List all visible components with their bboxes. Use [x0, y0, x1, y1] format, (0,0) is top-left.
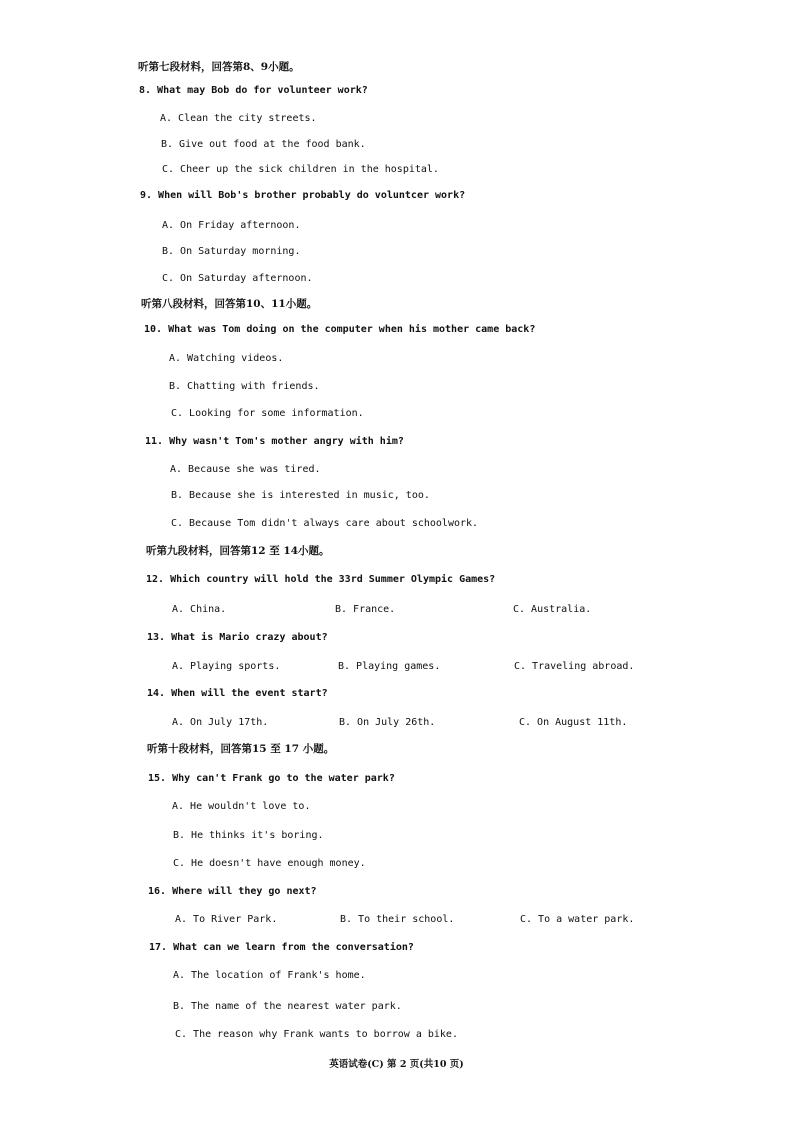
question-13-stem: 13. What is Mario crazy about?	[147, 632, 328, 643]
question-9-option-b: B. On Saturday morning.	[162, 246, 301, 257]
section-heading-7: 听第七段材料，回答第8、9小题。	[138, 61, 300, 73]
section-heading-8: 听第八段材料，回答第10、11小题。	[141, 298, 318, 310]
question-17-option-c: C. The reason why Frank wants to borrow a bike.	[175, 1029, 458, 1040]
question-12-option-a: A. China.	[172, 604, 227, 615]
question-15-option-b: B. He thinks it's boring.	[173, 830, 324, 841]
question-8-option-c: C. Cheer up the sick children in the hospital.	[162, 164, 439, 175]
question-14-option-a: A. On July 17th.	[172, 717, 269, 728]
question-15-stem: 15. Why can't Frank go to the water park?	[148, 773, 395, 784]
question-11-stem: 11. Why wasn't Tom's mother angry with him?	[145, 436, 404, 447]
question-8-option-a: A. Clean the city streets.	[160, 113, 317, 124]
question-16-option-b: B. To their school.	[340, 914, 455, 925]
question-13-option-b: B. Playing games.	[338, 661, 441, 672]
question-9-stem: 9. When will Bob's brother probably do voluntcer work?	[140, 190, 466, 201]
question-10-option-b: B. Chatting with friends.	[169, 381, 320, 392]
question-14-stem: 14. When will the event start?	[147, 688, 328, 699]
question-14-option-b: B. On July 26th.	[339, 717, 436, 728]
section-heading-10: 听第十段材料，回答第15 至 17 小题。	[147, 743, 335, 755]
question-12-option-b: B. France.	[335, 604, 396, 615]
question-11-option-a: A. Because she was tired.	[170, 464, 321, 475]
question-17-option-b: B. The name of the nearest water park.	[173, 1001, 402, 1012]
question-12-stem: 12. Which country will hold the 33rd Summer Olympic Games?	[146, 574, 496, 585]
question-10-stem: 10. What was Tom doing on the computer when his mother came back?	[144, 324, 536, 335]
question-16-option-a: A. To River Park.	[175, 914, 278, 925]
page-footer: 英语试卷(C) 第 2 页(共10 页)	[329, 1059, 464, 1070]
question-13-option-c: C. Traveling abroad.	[514, 661, 635, 672]
question-16-option-c: C. To a water park.	[520, 914, 635, 925]
question-15-option-a: A. He wouldn't love to.	[172, 801, 311, 812]
section-heading-9: 听第九段材料，回答第12 至 14小题。	[146, 545, 330, 557]
question-16-stem: 16. Where will they go next?	[148, 886, 317, 897]
question-9-option-c: C. On Saturday afternoon.	[162, 273, 313, 284]
question-8-stem: 8. What may Bob do for volunteer work?	[139, 85, 368, 96]
question-17-stem: 17. What can we learn from the conversation?	[149, 942, 414, 953]
question-14-option-c: C. On August 11th.	[519, 717, 628, 728]
question-10-option-a: A. Watching videos.	[169, 353, 284, 364]
question-13-option-a: A. Playing sports.	[172, 661, 281, 672]
question-10-option-c: C. Looking for some information.	[171, 408, 364, 419]
question-12-option-c: C. Australia.	[513, 604, 592, 615]
question-9-option-a: A. On Friday afternoon.	[162, 220, 301, 231]
question-17-option-a: A. The location of Frank's home.	[173, 970, 366, 981]
question-11-option-b: B. Because she is interested in music, too.	[171, 490, 430, 501]
question-8-option-b: B. Give out food at the food bank.	[161, 139, 366, 150]
question-15-option-c: C. He doesn't have enough money.	[173, 858, 366, 869]
question-11-option-c: C. Because Tom didn't always care about schoolwork.	[171, 518, 479, 529]
